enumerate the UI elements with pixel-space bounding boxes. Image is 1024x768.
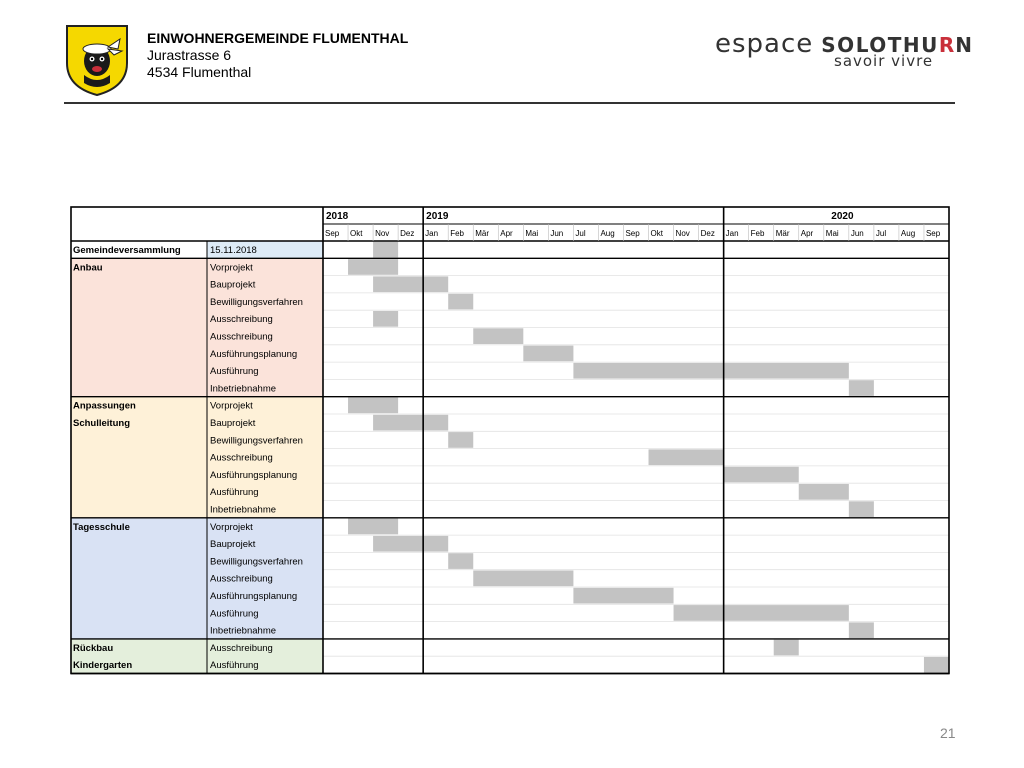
task-label: Ausführung [210,660,259,672]
year-label: 2018 [326,211,349,222]
brand-solothurn-a: SOLOTHU [821,33,939,57]
group-label: Anbau [73,262,103,274]
month-label: Feb [750,229,765,238]
month-label: Nov [675,229,690,238]
month-label: Apr [800,229,814,238]
gantt-bar-3-0 [348,519,398,535]
task-label: Bauprojekt [210,279,256,291]
month-label: Feb [450,229,464,238]
group-label: Schulleitung [73,418,130,429]
group-fill-1 [71,258,323,396]
gantt-bar-3-5 [674,605,849,621]
gantt-bar-1-2 [448,294,473,310]
organization-name: EINWOHNERGEMEINDE FLUMENTHAL [147,30,409,46]
month-label: Nov [375,229,390,238]
gantt-bar-0-0 [373,242,398,258]
task-label: Ausführung [210,487,259,499]
gantt-bar-2-6 [849,501,874,517]
group-fill-2 [71,397,323,518]
month-label: Dez [700,229,715,238]
month-label: Jul [575,229,586,238]
month-label: Jan [425,229,439,238]
task-label: Ausschreibung [210,314,273,326]
task-label: Bewilligungsverfahren [210,296,303,308]
month-label: Jan [725,229,739,238]
month-label: Okt [350,229,363,238]
gantt-bar-1-6 [573,363,848,379]
brand-tagline: savoir vivre [834,52,934,70]
gantt-bar-1-5 [523,346,573,362]
task-label: Ausführung [210,366,259,378]
task-label: Ausführung [210,608,259,620]
brand-espace: espace [715,29,814,59]
month-label: Sep [925,229,941,238]
month-label: Dez [400,229,415,238]
gantt-bar-3-3 [473,571,573,587]
gantt-bar-2-0 [348,398,398,414]
gantt-bar-2-1 [373,415,448,431]
month-label: Mär [775,229,790,238]
page-number: 21 [940,725,956,741]
group-label: Rückbau [73,642,114,654]
task-label: Bauprojekt [210,539,256,551]
month-label: Mär [475,229,490,238]
brand-solothurn-b: N [955,33,974,57]
year-label: 2019 [426,211,449,222]
gantt-bar-3-2 [448,553,473,569]
gantt-bar-3-1 [373,536,448,552]
gantt-bar-1-3 [373,311,398,327]
task-label: Bauprojekt [210,418,256,429]
postal-city: 4534 Flumenthal [147,64,252,80]
task-label: Ausführungsplanung [210,469,298,481]
task-label: 15.11.2018 [210,245,257,256]
month-label: Jul [875,229,887,238]
task-label: Inbetriebnahme [210,383,277,395]
month-label: Sep [625,229,640,238]
task-label: Ausschreibung [210,642,273,654]
month-label: Aug [900,229,916,238]
task-label: Bewilligungsverfahren [210,435,303,447]
gantt-bar-2-5 [799,484,849,500]
gantt-bar-1-0 [348,259,398,275]
task-label: Ausschreibung [210,331,273,343]
month-label: Jun [850,229,864,238]
task-label: Inbetriebnahme [210,504,277,516]
gantt-bar-4-1 [924,657,949,673]
month-label: Aug [600,229,615,238]
group-label: Anpassungen [73,400,136,412]
month-label: Jun [550,229,564,238]
month-label: Apr [500,229,513,238]
group-label: Kindergarten [73,660,133,672]
year-label: 2020 [831,211,854,222]
task-label: Ausschreibung [210,573,273,585]
group-label: Tagesschule [73,521,130,533]
month-label: Mai [825,229,839,238]
gantt-bar-1-1 [373,276,448,292]
month-label: Mai [525,229,539,238]
task-label: Bewilligungsverfahren [210,556,303,568]
gantt-bar-3-6 [849,622,874,638]
gantt-bar-3-4 [573,588,673,604]
task-label: Vorprojekt [210,400,253,412]
task-label: Vorprojekt [210,262,253,274]
gantt-bar-2-2 [448,432,473,448]
gantt-bar-2-4 [724,467,799,483]
task-label: Ausschreibung [210,452,273,464]
gantt-bar-1-7 [849,380,874,396]
month-label: Okt [650,229,663,238]
group-fill-3 [71,518,323,639]
task-label: Ausführungsplanung [210,348,298,360]
gantt-bar-4-0 [774,640,799,656]
gantt-bar-1-4 [473,328,523,344]
task-label: Vorprojekt [210,521,253,533]
month-label: Sep [325,229,340,238]
task-label: Inbetriebnahme [210,625,277,637]
task-label: Ausführungsplanung [210,591,298,602]
brand-solothurn-r: R [938,33,956,57]
street-address: Jurastrasse 6 [147,47,232,63]
gantt-bar-2-3 [649,449,724,465]
group-label: Gemeindeversammlung [73,245,181,256]
